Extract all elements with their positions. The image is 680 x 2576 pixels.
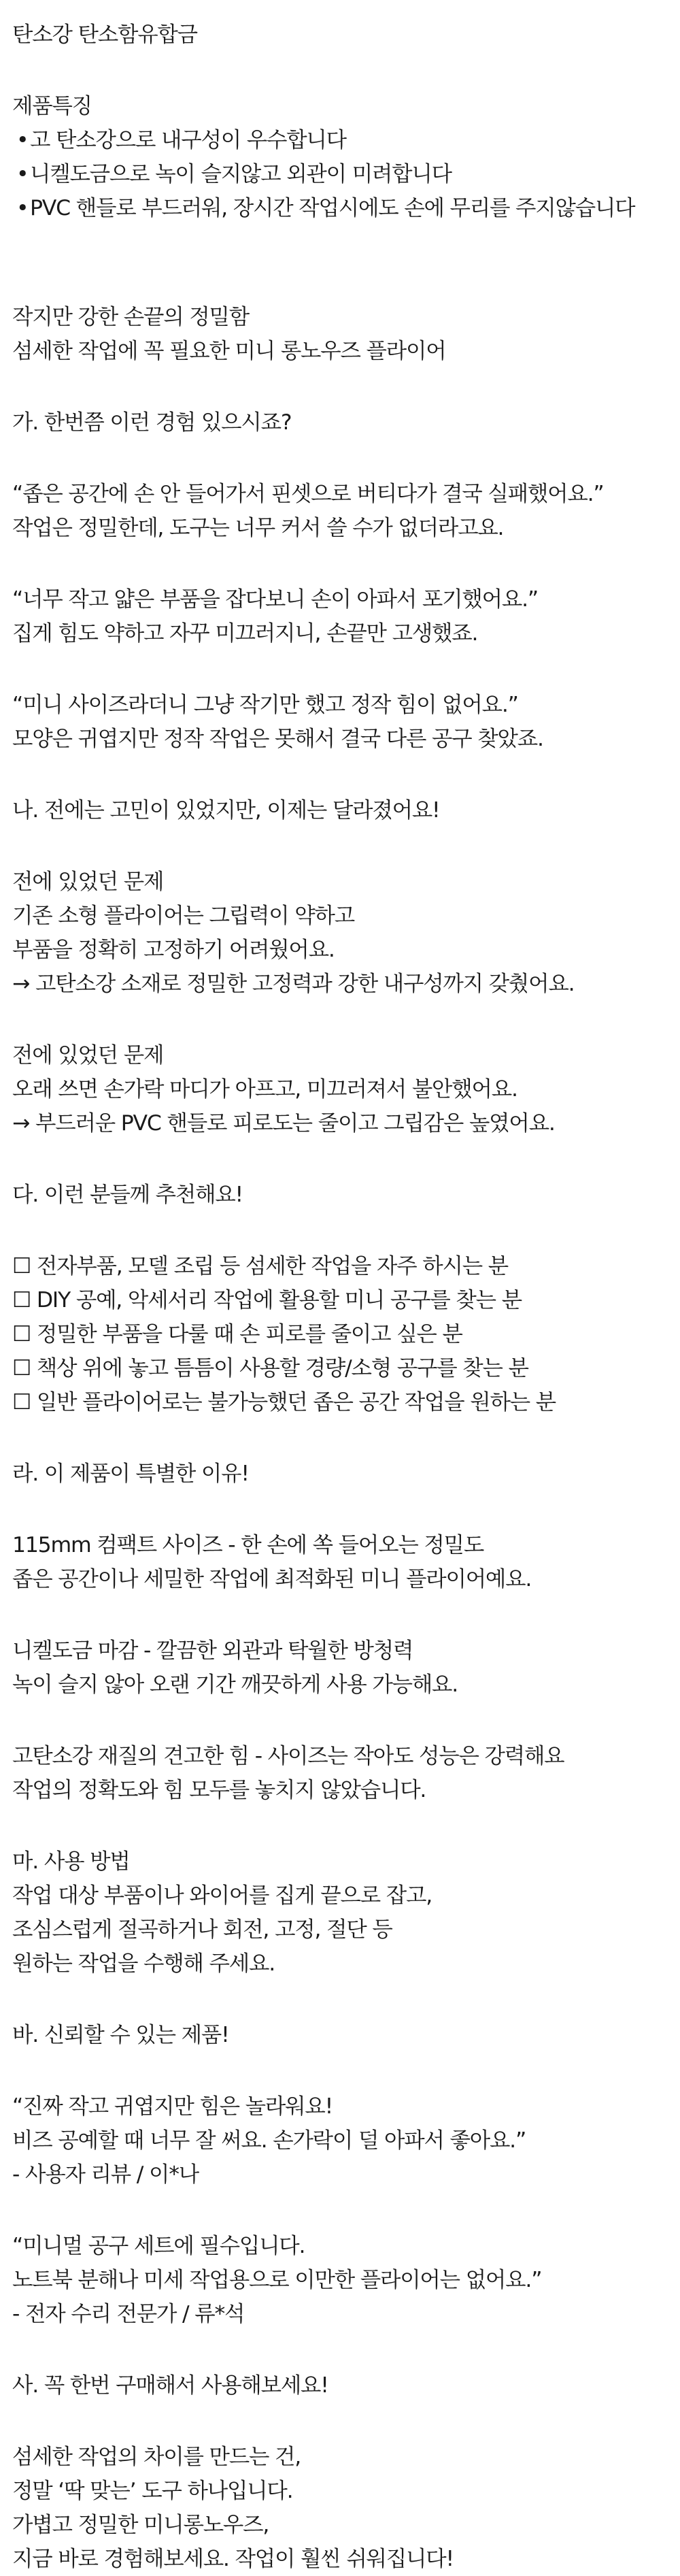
intro-line: 작지만 강한 손끝의 정밀함 bbox=[12, 305, 249, 329]
section-na-heading: 나. 전에는 고민이 있었지만, 이제는 달라졌어요! bbox=[12, 798, 440, 823]
problem-line: 전에 있었던 문제 bbox=[12, 1043, 164, 1068]
feature-item: • 니켈도금으로 녹이 슬지않고 외관이 미려합니다 bbox=[12, 157, 680, 191]
spacer bbox=[12, 225, 680, 263]
checklist-item: ☐ 책상 위에 놓고 틈틈이 사용할 경량/소형 공구를 찾는 분 bbox=[12, 1356, 528, 1381]
quote-line: “좁은 공간에 손 안 들어가서 핀셋으로 버티다가 결국 실패했어요.” bbox=[12, 482, 604, 506]
spacer bbox=[12, 2192, 680, 2229]
features-list bbox=[12, 123, 680, 225]
review-author: - 전자 수리 전문가 / 류*석 bbox=[12, 2302, 245, 2326]
spacer bbox=[12, 263, 680, 300]
feature-detail-line: 니켈도금 마감 - 깔끔한 외관과 탁월한 방청력 bbox=[12, 1638, 413, 1663]
features-heading: 제품특징 bbox=[12, 94, 92, 118]
review-line: “미니멀 공구 세트에 필수입니다. bbox=[12, 2234, 305, 2258]
section-sa-heading: 사. 꼭 한번 구매해서 사용해보세요! bbox=[12, 2373, 328, 2398]
problem-line: 기존 소형 플라이어는 그립력이 약하고 bbox=[12, 904, 354, 928]
problem-line: 부품을 정확히 고정하기 어려웠어요. bbox=[12, 938, 335, 962]
spacer bbox=[12, 1807, 680, 1845]
spacer bbox=[12, 1981, 680, 2018]
feature-item: • PVC 핸들로 부드러워, 장시간 작업시에도 손에 무리를 주지않습니다 bbox=[12, 191, 680, 225]
problem-line: → 고탄소강 소재로 정밀한 고정력과 강한 내구성까지 갖췄어요. bbox=[12, 972, 575, 996]
review-author: - 사용자 리뷰 / 이*나 bbox=[12, 2162, 199, 2187]
spacer bbox=[12, 2402, 680, 2440]
checklist-item: ☐ 일반 플라이어로는 불가능했던 좁은 공간 작업을 원하는 분 bbox=[12, 1390, 556, 1415]
spacer bbox=[12, 1419, 680, 1457]
spacer bbox=[12, 2052, 680, 2090]
closing-line: 정말 ‘딱 맞는’ 도구 하나입니다. bbox=[12, 2479, 293, 2503]
checklist-item: ☐ DIY 공예, 악세서리 작업에 활용할 미니 공구를 찾는 분 bbox=[12, 1288, 522, 1312]
page-title: 탄소강 탄소함유합금 bbox=[12, 22, 197, 47]
spacer bbox=[12, 440, 680, 477]
spacer bbox=[12, 368, 680, 406]
spacer bbox=[12, 545, 680, 582]
spacer bbox=[12, 52, 680, 89]
section-ga-heading: 가. 한번쯤 이런 경험 있으시죠? bbox=[12, 410, 292, 435]
quote-line: 모양은 귀엽지만 정작 작업은 못해서 결국 다른 공구 찾았죠. bbox=[12, 727, 543, 751]
spacer bbox=[12, 1001, 680, 1038]
spacer bbox=[12, 2331, 680, 2368]
feature-detail-line: 좁은 공간이나 세밀한 작업에 최적화된 미니 플라이어예요. bbox=[12, 1567, 532, 1591]
spacer bbox=[12, 650, 680, 688]
usage-line: 작업 대상 부품이나 와이어를 집게 끝으로 잡고, bbox=[12, 1883, 432, 1908]
feature-detail-line: 작업의 정확도와 힘 모두를 놓치지 않았습니다. bbox=[12, 1778, 426, 1802]
review-line: “진짜 작고 귀엽지만 힘은 놀라워요! bbox=[12, 2094, 333, 2119]
spacer bbox=[12, 756, 680, 793]
feature-detail-line: 녹이 슬지 않아 오랜 기간 깨끗하게 사용 가능해요. bbox=[12, 1672, 458, 1697]
feature-item: • 고 탄소강으로 내구성이 우수합니다 bbox=[12, 123, 680, 157]
section-ba-heading: 바. 신뢰할 수 있는 제품! bbox=[12, 2023, 229, 2047]
quote-line: “너무 작고 얇은 부품을 잡다보니 손이 아파서 포기했어요.” bbox=[12, 587, 539, 612]
section-ma-heading: 마. 사용 방법 bbox=[12, 1849, 130, 1874]
section-ra-heading: 라. 이 제품이 특별한 이유! bbox=[12, 1462, 249, 1486]
review-line: 비즈 공예할 때 너무 잘 써요. 손가락이 덜 아파서 좋아요.” bbox=[12, 2128, 526, 2153]
closing-line: 지금 바로 경험해보세요. 작업이 훨씬 쉬워집니다! bbox=[12, 2547, 454, 2571]
intro-line: 섬세한 작업에 꼭 필요한 미니 롱노우즈 플라이어 bbox=[12, 339, 446, 363]
spacer bbox=[12, 827, 680, 865]
closing-line: 가볍고 정밀한 미니롱노우즈, bbox=[12, 2513, 269, 2537]
spacer bbox=[12, 1596, 680, 1634]
usage-line: 조심스럽게 절곡하거나 회전, 고정, 절단 등 bbox=[12, 1917, 392, 1942]
feature-detail-line: 115mm 컴팩트 사이즈 - 한 손에 쏙 들어오는 정밀도 bbox=[12, 1533, 484, 1557]
feature-detail-line: 고탄소강 재질의 견고한 힘 - 사이즈는 작아도 성능은 강력해요 bbox=[12, 1744, 564, 1768]
checklist-item: ☐ 정밀한 부품을 다룰 때 손 피로를 줄이고 싶은 분 bbox=[12, 1322, 462, 1347]
spacer bbox=[12, 1140, 680, 1178]
checklist-item: ☐ 전자부품, 모델 조립 등 섬세한 작업을 자주 하시는 분 bbox=[12, 1254, 508, 1278]
review-line: 노트북 분해나 미세 작업용으로 이만한 플라이어는 없어요.” bbox=[12, 2268, 542, 2292]
section-da-heading: 다. 이런 분들께 추천해요! bbox=[12, 1183, 243, 1207]
spacer bbox=[12, 1491, 680, 1528]
quote-line: 작업은 정밀한데, 도구는 너무 커서 쓸 수가 없더라고요. bbox=[12, 516, 504, 540]
usage-line: 원하는 작업을 수행해 주세요. bbox=[12, 1951, 275, 1976]
quote-line: 집게 힘도 약하고 자꾸 미끄러지니, 손끝만 고생했죠. bbox=[12, 621, 478, 646]
spacer bbox=[12, 1212, 680, 1249]
problem-line: 오래 쓰면 손가락 마디가 아프고, 미끄러져서 불안했어요. bbox=[12, 1077, 517, 1102]
spacer bbox=[12, 1702, 680, 1739]
quote-line: “미니 사이즈라더니 그냥 작기만 했고 정작 힘이 없어요.” bbox=[12, 693, 518, 717]
closing-line: 섬세한 작업의 차이를 만드는 건, bbox=[12, 2445, 301, 2469]
problem-line: 전에 있었던 문제 bbox=[12, 870, 164, 894]
problem-line: → 부드러운 PVC 핸들로 피로도는 줄이고 그립감은 높였어요. bbox=[12, 1111, 555, 1136]
